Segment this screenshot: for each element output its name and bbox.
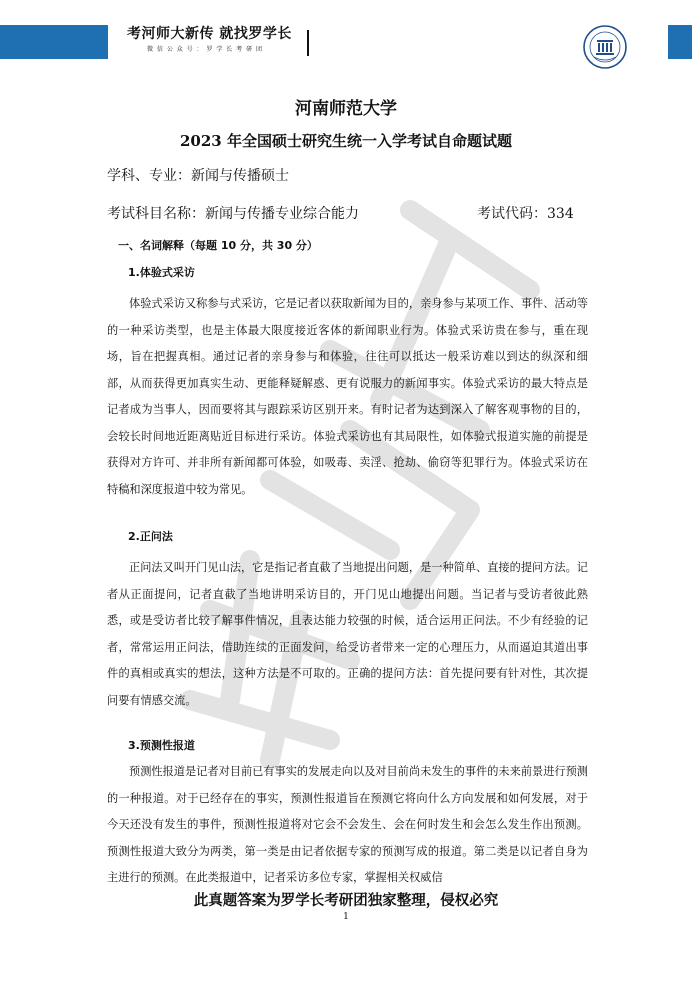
- header-accent-bar-right: [668, 25, 692, 59]
- question-1-answer: 体验式采访又称参与式采访，它是记者以获取新闻为目的，亲身参与某项工作、事件、活动等的一种采访类型，也是主体最大限度接近客体的新闻职业行为。体验式采访贵在参与，重在现场，旨在把握真相。通过记者的亲身参与和体验，往往可以抵达一般采访难以到达的纵深和细部，从而获得更加真实生动、更能释疑解惑、更有说服力的新闻事实。体验式采访的最大特点是记者成为当事人，因而要将其与跟踪采访区别开来。有时记者为达到深入了解客观事物的目的，会较长时间地近距离贴近目标进行采访。体验式采访也有其局限性，如体验式报道实施的前提是获得对方许可、并非所有新闻都可体验，如吸毒、卖淫、抢劫、偷窃等犯罪行为。体验式采访在特稿和深度报道中较为常见。: [107, 297, 588, 496]
- brand-title: 考河师大新传 就找罗学长: [127, 26, 292, 42]
- page-number: 1: [343, 912, 349, 922]
- subject-line: 学科、专业：新闻与传播硕士: [107, 168, 289, 184]
- exam-title: 2023 年全国硕士研究生统一入学考试自命题试题: [180, 132, 512, 150]
- university-title: 河南师范大学: [295, 99, 397, 119]
- university-seal-icon: [582, 24, 628, 70]
- copyright-footer-note: 此真题答案为罗学长考研团独家整理，侵权必究: [193, 893, 499, 909]
- course-name-line: 考试科目名称：新闻与传播专业综合能力: [107, 206, 359, 222]
- question-3-answer: 预测性报道是记者对目前已有事实的发展走向以及对目前尚未发生的事件的未来前景进行预测的一种报道。对于已经存在的事实，预测性报道旨在预测它将向什么方向发展和如何发展，对于今天还没有发生的事件，预测性报道将对它会不会发生、会在何时发生和会怎么发生作出预测。预测性报道大致分为两类，第一类是由记者依据专家的预测写成的报道。第二类是以记者自身为主进行的预测。在此类报道中，记者采访多位专家，掌握相关权威信: [107, 765, 588, 884]
- question-2-answer: 正问法又叫开门见山法，它是指记者直截了当地提出问题，是一种简单、直接的提问方法。记者从正面提问，记者直截了当地讲明采访目的，开门见山地提出问题。当记者与受访者彼此熟悉，或是受访者比较了解事件情况，且表达能力较强的时候，适合运用正问法。不少有经验的记者，常常运用正问法，借助连续的正面发问，给受访者带来一定的心理压力，从而逼迫其道出事件的真相或真实的想法，这种方法是不可取的。正确的提问方法：首先提问要有针对性，其次提问要有情感交流。: [107, 561, 588, 707]
- section-heading: 一、名词解释（每题 10 分，共 30 分）: [118, 239, 318, 252]
- header-accent-bar-left: [0, 25, 108, 59]
- question-1-title: 1.体验式采访: [128, 266, 195, 279]
- brand-subtitle: 微 信 公 众 号 ： 罗 学 长 考 研 团: [147, 46, 263, 53]
- question-2-title: 2.正问法: [128, 530, 173, 543]
- brand-divider: [307, 30, 309, 56]
- brand-block: [127, 25, 312, 59]
- question-3-title: 3.预测性报道: [128, 739, 195, 752]
- exam-code-line: 考试代码：334: [477, 206, 574, 222]
